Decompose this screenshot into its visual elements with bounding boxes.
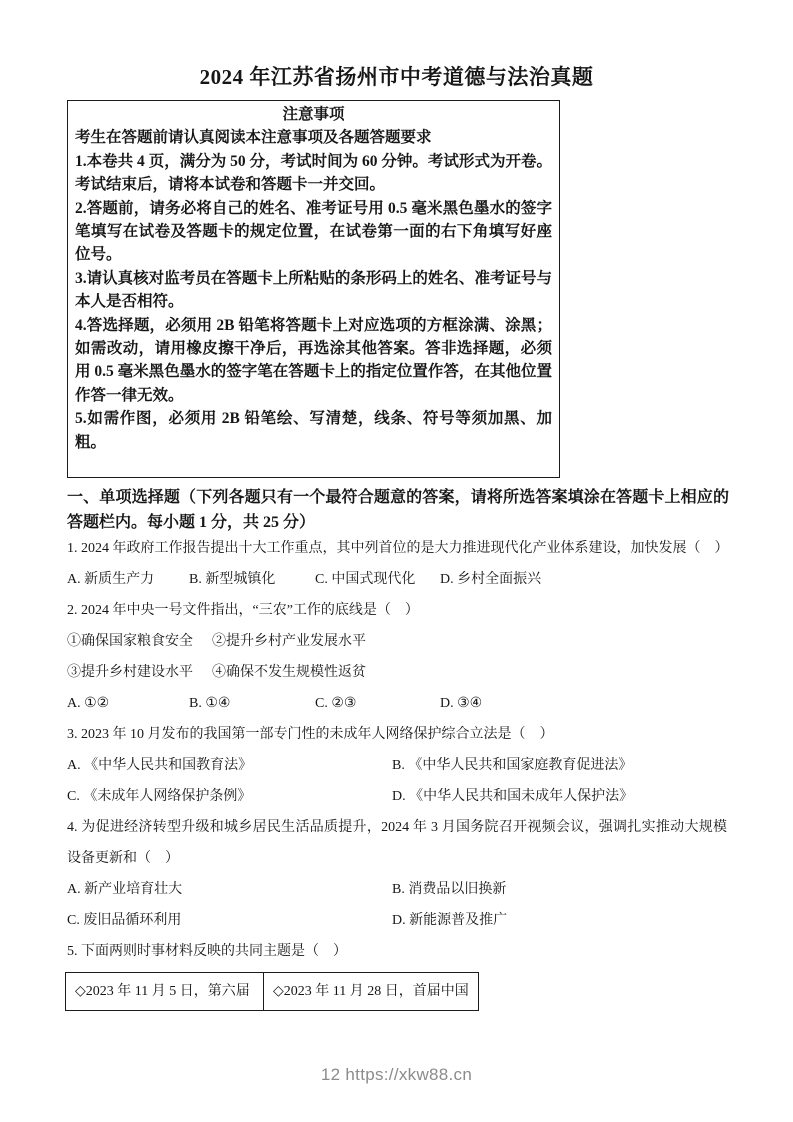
question-4-options-row-2 (67, 905, 727, 936)
question-2-subitem-2: ②提升乡村产业发展水平 (212, 634, 366, 649)
question-4-options-row-1 (67, 874, 727, 905)
question-1-option-d: D. 乡村全面振兴 (440, 572, 542, 587)
question-1-option-b: B. 新型城镇化 (189, 572, 276, 587)
question-3-option-c: C. 《未成年人网络保护条例》 (67, 789, 252, 804)
notice-item-3: 3.请认真核对监考员在答题卡上所粘贴的条形码上的姓名、准考证号与本人是否相符。 (75, 269, 552, 311)
notice-item-2: 2.答题前，请务必将自己的姓名、准考证号用 0.5 毫米黑色墨水的签字笔填写在试卷及答题卡的规定位置，在试卷第一面的右下角填写好座位号。 (75, 199, 552, 264)
notice-intro: 考生在答题前请认真阅读本注意事项及各题答题要求 (75, 129, 432, 147)
question-2-option-a: A. ①② (67, 696, 110, 711)
question-2-option-d: D. ③④ (440, 696, 483, 711)
notice-title: 注意事项 (282, 106, 345, 123)
page-footer (0, 1065, 793, 1085)
notice-item-5: 5.如需作图，必须用 2B 铅笔绘、写清楚，线条、符号等须加黑、加粗。 (75, 410, 552, 451)
question-4-option-c: C. 废旧品循环利用 (67, 913, 182, 928)
question-4-option-a: A. 新产业培育壮大 (67, 882, 183, 897)
question-5 (67, 936, 727, 1011)
table-row (66, 973, 479, 1011)
question-4-option-b: B. 消费品以旧换新 (392, 882, 507, 897)
question-3 (67, 719, 727, 812)
notice-item-4: 4.答选择题，必须用 2B 铅笔将答题卡上对应选项的方框涂满、涂黑；如需改动，请用橡皮擦干净后，再选涂其他答案。答非选择题，必须用 0.5 毫米黑色墨水的签字笔在答题卡上的指定位置作答，在其他位置作答一律无效。 (75, 316, 552, 404)
question-2-subitem-4: ④确保不发生规模性返贫 (212, 665, 366, 680)
question-1 (67, 533, 727, 595)
question-2-option-b: B. ①④ (189, 696, 231, 711)
question-3-option-d: D. 《中华人民共和国未成年人保护法》 (392, 789, 634, 804)
watermark-url: https://xkw88.cn (345, 1065, 473, 1084)
page-number: 12 (320, 1065, 341, 1084)
question-4-option-d: D. 新能源普及推广 (392, 913, 508, 928)
question-4 (67, 812, 727, 936)
news-material-cell-2: ◇2023 年 11 月 28 日，首届中国 (264, 973, 479, 1011)
question-1-stem: 1. 2024 年政府工作报告提出十大工作重点，其中列首位的是大力推进现代化产业体系建设，加快发展（ ） (67, 541, 729, 556)
question-1-option-a: A. 新质生产力 (67, 572, 155, 587)
question-2-subitem-1: ①确保国家粮食安全 (67, 634, 193, 649)
question-2-stem: 2. 2024 年中央一号文件指出，“三农”工作的底线是（ ） (67, 603, 419, 618)
question-2-subitems-row-2 (67, 657, 727, 688)
question-3-stem: 3. 2023 年 10 月发布的我国第一部专门性的未成年人网络保护综合立法是（ ） (67, 727, 554, 742)
question-2-options (67, 688, 727, 719)
question-1-option-c: C. 中国式现代化 (315, 572, 416, 587)
section-heading: 一、单项选择题（下列各题只有一个最符合题意的答案，请将所选答案填涂在答题卡上相应的答题栏内。每小题 1 分，共 25 分） (67, 489, 729, 531)
question-2-subitem-3: ③提升乡村建设水平 (67, 665, 193, 680)
news-materials-table (65, 972, 479, 1011)
question-3-options-row-2 (67, 781, 727, 812)
question-3-option-b: B. 《中华人民共和国家庭教育促进法》 (392, 758, 633, 773)
questions-area (67, 533, 727, 1011)
question-1-options (67, 564, 727, 595)
notice-box (67, 100, 560, 478)
page-title: 2024 年江苏省扬州市中考道德与法治真题 (199, 65, 594, 89)
question-2 (67, 595, 727, 719)
question-4-stem: 4. 为促进经济转型升级和城乡居民生活品质提升，2024 年 3 月国务院召开视频会议，强调扎实推动大规模设备更新和（ ） (67, 820, 727, 866)
question-2-option-c: C. ②③ (315, 696, 357, 711)
question-3-options-row-1 (67, 750, 727, 781)
news-material-cell-1: ◇2023 年 11 月 5 日，第六届 (66, 973, 264, 1011)
question-3-option-a: A. 《中华人民共和国教育法》 (67, 758, 253, 773)
question-5-stem: 5. 下面两则时事材料反映的共同主题是（ ） (67, 944, 347, 959)
notice-item-1: 1.本卷共 4 页，满分为 50 分，考试时间为 60 分钟。考试形式为开卷。考试结束后，请将本试卷和答题卡一并交回。 (75, 152, 552, 194)
question-2-subitems-row-1 (67, 626, 727, 657)
